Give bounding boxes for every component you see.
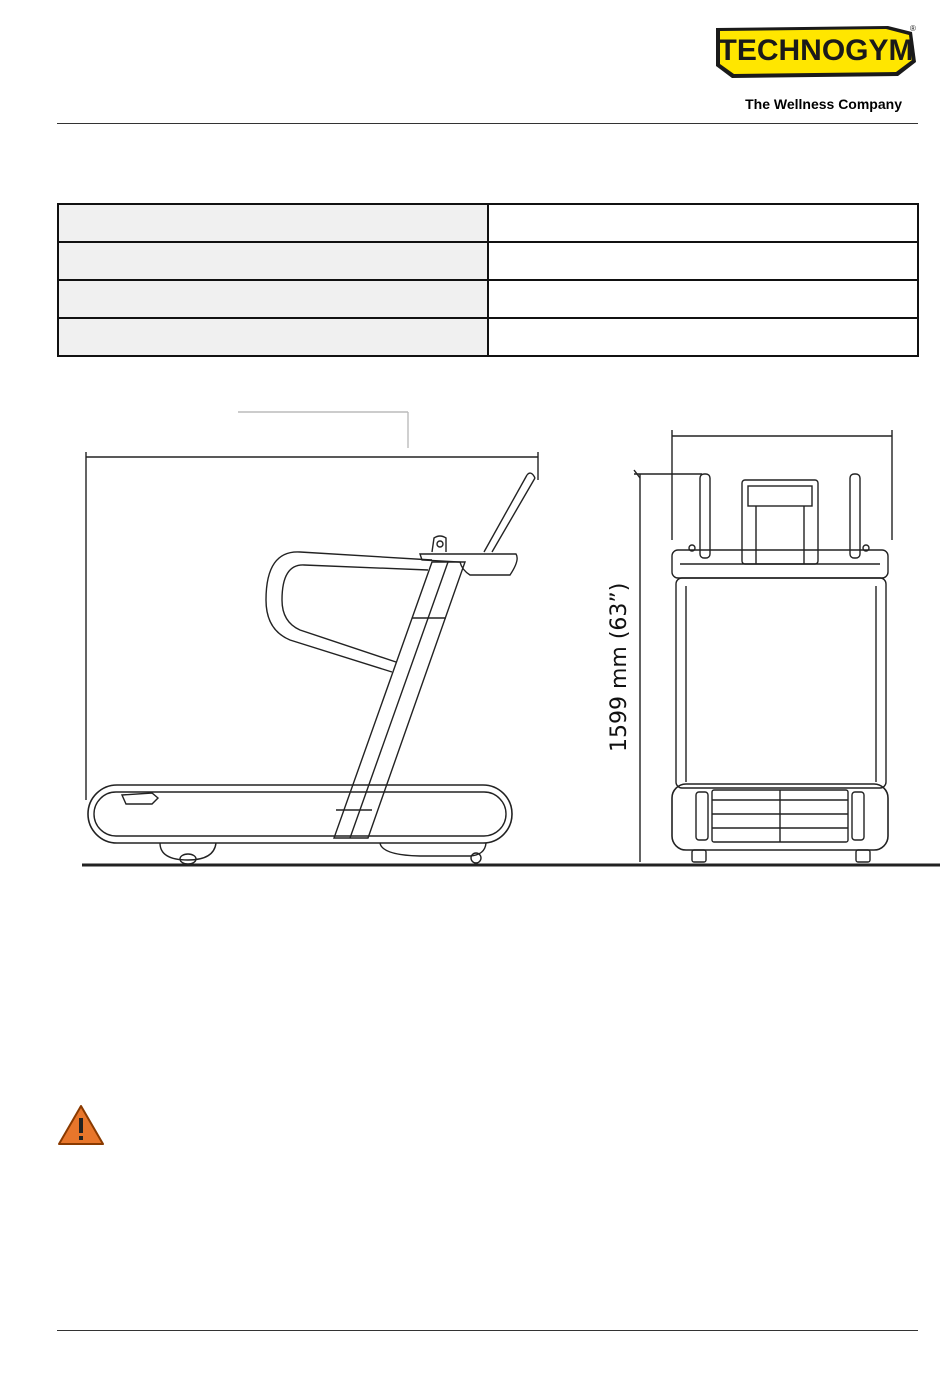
header-divider [57, 123, 918, 124]
spec-value [488, 318, 918, 356]
technogym-logo [712, 22, 920, 82]
table-row [58, 318, 918, 356]
footer-divider [57, 1330, 918, 1331]
spec-table [57, 203, 919, 357]
tagline: The Wellness Company [745, 96, 902, 112]
spec-value [488, 204, 918, 242]
logo-wordmark: TECHNOGYM [718, 34, 914, 67]
warning-triangle-icon [57, 1104, 105, 1146]
table-row [58, 204, 918, 242]
spec-label [58, 242, 488, 280]
table-row [58, 280, 918, 318]
spec-value [488, 242, 918, 280]
treadmill-technical-drawing [0, 400, 950, 880]
spec-label [58, 318, 488, 356]
registered-mark: ® [910, 24, 916, 33]
table-row [58, 242, 918, 280]
height-dimension [607, 470, 702, 862]
height-dimension-label: 1599 mm (63”) [607, 582, 632, 752]
front-view [672, 430, 892, 862]
spec-label [58, 280, 488, 318]
spec-value [488, 280, 918, 318]
spec-label [58, 204, 488, 242]
